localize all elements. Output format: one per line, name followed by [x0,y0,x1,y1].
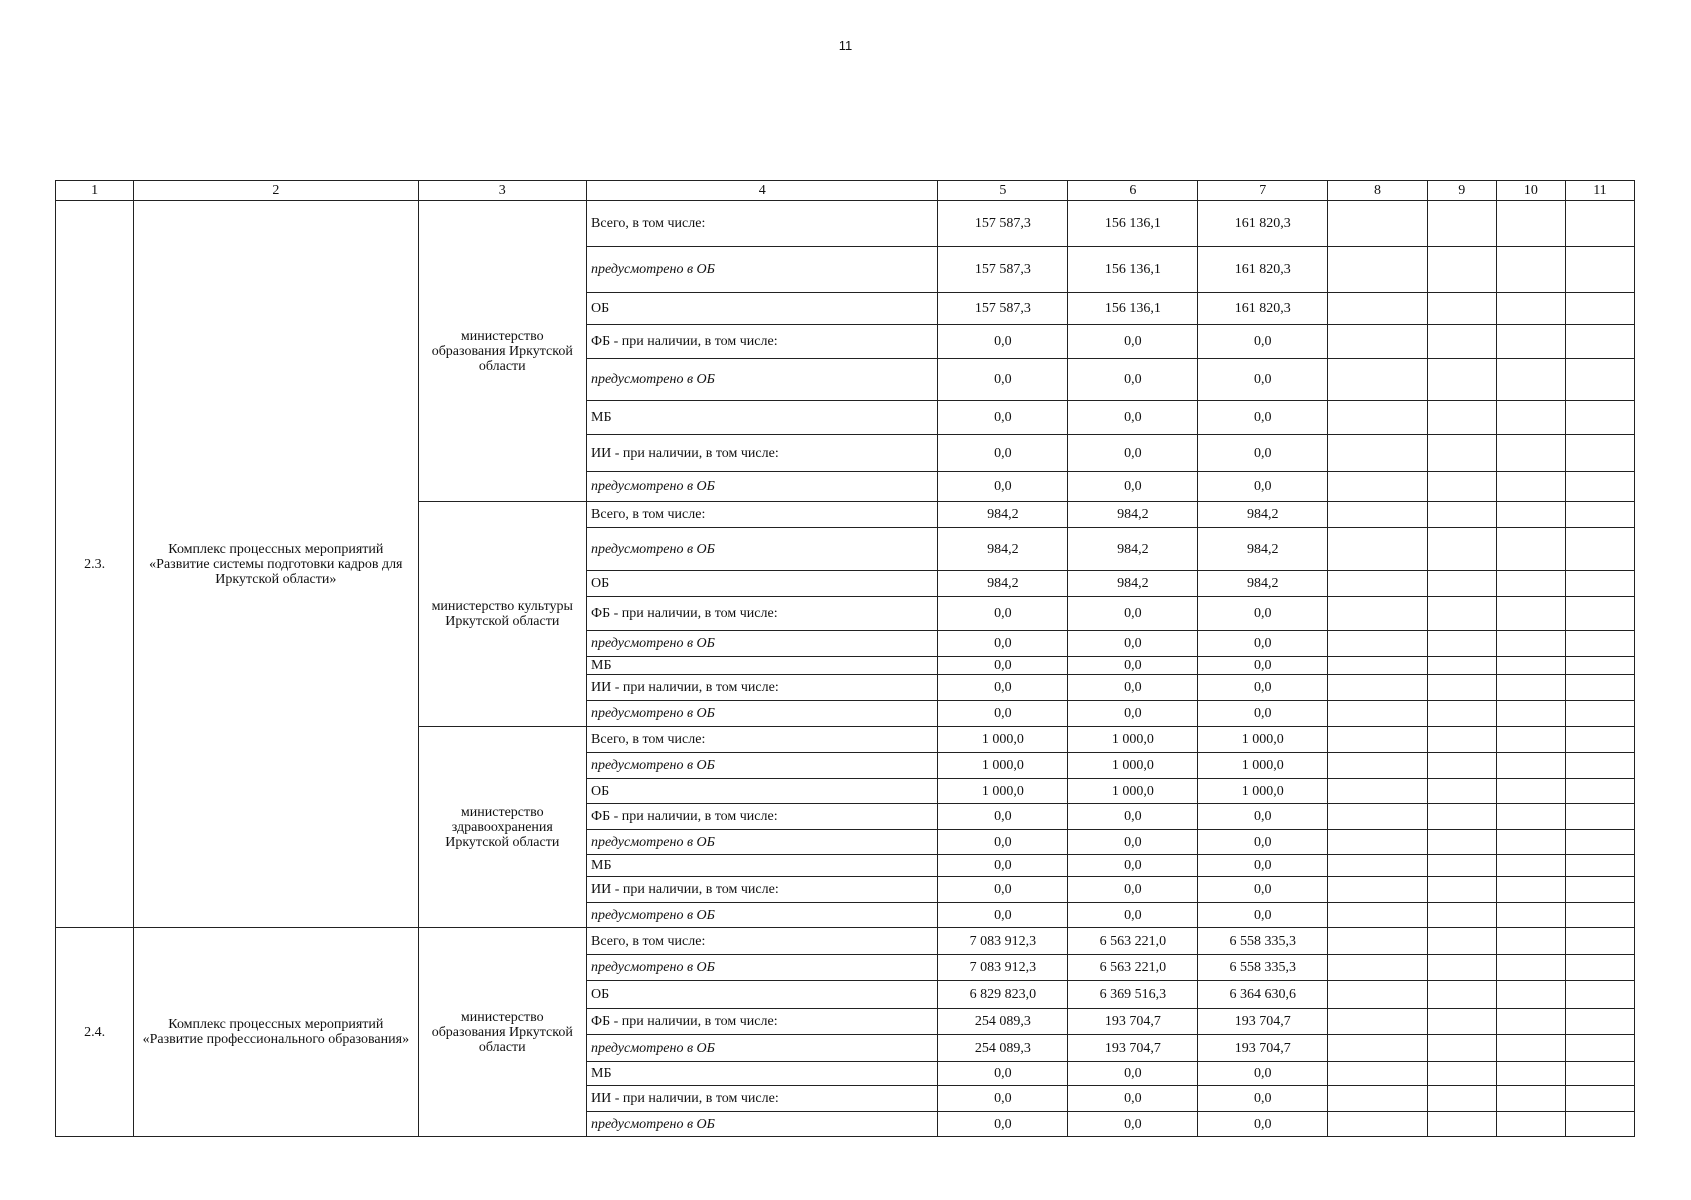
header-cell: 3 [418,181,587,201]
amount-cell-7: 0,0 [1198,855,1328,877]
funding-source-label: предусмотрено в ОБ [587,359,938,401]
empty-cell-11 [1565,571,1634,597]
header-cell: 11 [1565,181,1634,201]
table-row [56,928,1635,955]
amount-cell-5: 0,0 [938,701,1068,727]
funding-source-label: ФБ - при наличии, в том числе: [587,1009,938,1035]
empty-cell-8 [1328,903,1428,928]
empty-cell-9 [1427,631,1496,657]
amount-cell-6: 984,2 [1068,502,1198,528]
amount-cell-7: 0,0 [1198,401,1328,435]
amount-cell-6: 1 000,0 [1068,727,1198,753]
empty-cell-11 [1565,1035,1634,1062]
amount-cell-7: 984,2 [1198,571,1328,597]
header-cell: 10 [1496,181,1565,201]
empty-cell-9 [1427,293,1496,325]
funding-source-label: предусмотрено в ОБ [587,247,938,293]
empty-cell-11 [1565,325,1634,359]
amount-cell-5: 0,0 [938,855,1068,877]
amount-cell-5: 0,0 [938,401,1068,435]
empty-cell-11 [1565,675,1634,701]
funding-source-label: Всего, в том числе: [587,201,938,247]
empty-cell-11 [1565,727,1634,753]
amount-cell-7: 0,0 [1198,359,1328,401]
executor-name: министерство образования Иркутской области [418,928,587,1137]
funding-source-label: ИИ - при наличии, в том числе: [587,1086,938,1112]
empty-cell-10 [1496,830,1565,855]
empty-cell-11 [1565,701,1634,727]
funding-source-label: МБ [587,1062,938,1086]
empty-cell-8 [1328,877,1428,903]
empty-cell-8 [1328,855,1428,877]
amount-cell-7: 0,0 [1198,435,1328,472]
empty-cell-11 [1565,1062,1634,1086]
amount-cell-5: 0,0 [938,804,1068,830]
empty-cell-8 [1328,359,1428,401]
amount-cell-5: 7 083 912,3 [938,955,1068,981]
empty-cell-10 [1496,1009,1565,1035]
empty-cell-11 [1565,657,1634,675]
funding-source-label: МБ [587,855,938,877]
amount-cell-5: 254 089,3 [938,1009,1068,1035]
amount-cell-7: 0,0 [1198,701,1328,727]
amount-cell-6: 1 000,0 [1068,753,1198,779]
funding-source-label: ОБ [587,981,938,1009]
empty-cell-9 [1427,247,1496,293]
empty-cell-11 [1565,472,1634,502]
empty-cell-9 [1427,981,1496,1009]
funding-source-label: Всего, в том числе: [587,727,938,753]
empty-cell-9 [1427,401,1496,435]
empty-cell-8 [1328,830,1428,855]
empty-cell-11 [1565,753,1634,779]
empty-cell-11 [1565,830,1634,855]
amount-cell-6: 984,2 [1068,571,1198,597]
empty-cell-8 [1328,401,1428,435]
empty-cell-10 [1496,597,1565,631]
empty-cell-11 [1565,1009,1634,1035]
amount-cell-7: 0,0 [1198,325,1328,359]
empty-cell-8 [1328,325,1428,359]
empty-cell-10 [1496,472,1565,502]
empty-cell-8 [1328,1062,1428,1086]
header-cell: 7 [1198,181,1328,201]
empty-cell-9 [1427,201,1496,247]
amount-cell-6: 0,0 [1068,472,1198,502]
amount-cell-7: 0,0 [1198,675,1328,701]
amount-cell-7: 0,0 [1198,804,1328,830]
empty-cell-9 [1427,830,1496,855]
funding-source-label: ИИ - при наличии, в том числе: [587,675,938,701]
amount-cell-5: 0,0 [938,1062,1068,1086]
funding-source-label: предусмотрено в ОБ [587,1035,938,1062]
empty-cell-8 [1328,472,1428,502]
section-number: 2.3. [56,201,134,928]
empty-cell-9 [1427,855,1496,877]
amount-cell-6: 0,0 [1068,877,1198,903]
amount-cell-6: 0,0 [1068,325,1198,359]
empty-cell-8 [1328,675,1428,701]
funding-source-label: ОБ [587,571,938,597]
amount-cell-7: 6 558 335,3 [1198,928,1328,955]
empty-cell-10 [1496,571,1565,597]
empty-cell-9 [1427,928,1496,955]
amount-cell-7: 161 820,3 [1198,247,1328,293]
funding-source-label: Всего, в том числе: [587,928,938,955]
empty-cell-10 [1496,903,1565,928]
header-cell: 2 [134,181,418,201]
amount-cell-5: 0,0 [938,435,1068,472]
empty-cell-9 [1427,903,1496,928]
amount-cell-7: 0,0 [1198,472,1328,502]
empty-cell-10 [1496,293,1565,325]
empty-cell-9 [1427,597,1496,631]
empty-cell-10 [1496,401,1565,435]
empty-cell-11 [1565,779,1634,804]
funding-source-label: ФБ - при наличии, в том числе: [587,325,938,359]
amount-cell-5: 0,0 [938,903,1068,928]
empty-cell-9 [1427,701,1496,727]
executor-name: министерство образования Иркутской области [418,201,587,502]
amount-cell-5: 0,0 [938,830,1068,855]
amount-cell-6: 0,0 [1068,631,1198,657]
table-row [56,201,1635,247]
empty-cell-11 [1565,528,1634,571]
funding-source-label: Всего, в том числе: [587,502,938,528]
amount-cell-5: 0,0 [938,1086,1068,1112]
empty-cell-9 [1427,1086,1496,1112]
funding-source-label: предусмотрено в ОБ [587,830,938,855]
amount-cell-6: 0,0 [1068,804,1198,830]
amount-cell-7: 193 704,7 [1198,1035,1328,1062]
amount-cell-7: 0,0 [1198,1062,1328,1086]
section-name: Комплекс процессных мероприятий «Развитие профессионального образования» [134,928,418,1137]
amount-cell-7: 193 704,7 [1198,1009,1328,1035]
empty-cell-8 [1328,1086,1428,1112]
funding-source-label: предусмотрено в ОБ [587,753,938,779]
empty-cell-8 [1328,502,1428,528]
amount-cell-5: 0,0 [938,631,1068,657]
empty-cell-11 [1565,401,1634,435]
empty-cell-10 [1496,855,1565,877]
empty-cell-11 [1565,804,1634,830]
empty-cell-9 [1427,1035,1496,1062]
amount-cell-5: 157 587,3 [938,247,1068,293]
funding-source-label: предусмотрено в ОБ [587,701,938,727]
amount-cell-7: 1 000,0 [1198,753,1328,779]
empty-cell-11 [1565,903,1634,928]
funding-source-label: ФБ - при наличии, в том числе: [587,804,938,830]
empty-cell-8 [1328,657,1428,675]
amount-cell-6: 193 704,7 [1068,1009,1198,1035]
empty-cell-11 [1565,359,1634,401]
empty-cell-9 [1427,657,1496,675]
empty-cell-11 [1565,1112,1634,1137]
empty-cell-8 [1328,779,1428,804]
amount-cell-7: 161 820,3 [1198,293,1328,325]
empty-cell-8 [1328,1035,1428,1062]
amount-cell-5: 0,0 [938,325,1068,359]
executor-name: министерство здравоохранения Иркутской области [418,727,587,928]
amount-cell-6: 193 704,7 [1068,1035,1198,1062]
funding-source-label: ФБ - при наличии, в том числе: [587,597,938,631]
amount-cell-5: 984,2 [938,528,1068,571]
empty-cell-10 [1496,247,1565,293]
empty-cell-8 [1328,928,1428,955]
empty-cell-8 [1328,631,1428,657]
empty-cell-11 [1565,955,1634,981]
funding-source-label: ИИ - при наличии, в том числе: [587,435,938,472]
amount-cell-7: 0,0 [1198,597,1328,631]
empty-cell-10 [1496,727,1565,753]
amount-cell-6: 0,0 [1068,597,1198,631]
amount-cell-5: 0,0 [938,472,1068,502]
amount-cell-6: 984,2 [1068,528,1198,571]
empty-cell-9 [1427,779,1496,804]
amount-cell-5: 0,0 [938,657,1068,675]
amount-cell-7: 0,0 [1198,877,1328,903]
empty-cell-10 [1496,502,1565,528]
empty-cell-9 [1427,753,1496,779]
header-cell: 5 [938,181,1068,201]
funding-source-label: предусмотрено в ОБ [587,631,938,657]
empty-cell-11 [1565,928,1634,955]
empty-cell-10 [1496,1112,1565,1137]
amount-cell-5: 0,0 [938,877,1068,903]
empty-cell-8 [1328,528,1428,571]
empty-cell-10 [1496,1062,1565,1086]
empty-cell-9 [1427,502,1496,528]
empty-cell-10 [1496,528,1565,571]
section-number: 2.4. [56,928,134,1137]
amount-cell-5: 984,2 [938,571,1068,597]
funding-source-label: МБ [587,401,938,435]
amount-cell-6: 0,0 [1068,1086,1198,1112]
empty-cell-10 [1496,1035,1565,1062]
amount-cell-7: 0,0 [1198,657,1328,675]
empty-cell-10 [1496,201,1565,247]
amount-cell-7: 0,0 [1198,1086,1328,1112]
amount-cell-6: 0,0 [1068,830,1198,855]
empty-cell-10 [1496,701,1565,727]
empty-cell-10 [1496,675,1565,701]
empty-cell-9 [1427,472,1496,502]
empty-cell-8 [1328,701,1428,727]
amount-cell-6: 0,0 [1068,657,1198,675]
amount-cell-7: 1 000,0 [1198,779,1328,804]
amount-cell-6: 0,0 [1068,401,1198,435]
empty-cell-8 [1328,201,1428,247]
amount-cell-5: 0,0 [938,597,1068,631]
amount-cell-6: 6 369 516,3 [1068,981,1198,1009]
amount-cell-7: 984,2 [1198,528,1328,571]
empty-cell-10 [1496,435,1565,472]
empty-cell-9 [1427,877,1496,903]
amount-cell-6: 6 563 221,0 [1068,928,1198,955]
empty-cell-9 [1427,435,1496,472]
header-cell: 8 [1328,181,1428,201]
amount-cell-5: 254 089,3 [938,1035,1068,1062]
empty-cell-11 [1565,597,1634,631]
header-cell: 6 [1068,181,1198,201]
amount-cell-6: 0,0 [1068,675,1198,701]
empty-cell-8 [1328,597,1428,631]
empty-cell-10 [1496,631,1565,657]
empty-cell-9 [1427,675,1496,701]
empty-cell-9 [1427,359,1496,401]
amount-cell-7: 0,0 [1198,631,1328,657]
empty-cell-9 [1427,528,1496,571]
amount-cell-6: 0,0 [1068,359,1198,401]
amount-cell-7: 161 820,3 [1198,201,1328,247]
empty-cell-11 [1565,435,1634,472]
amount-cell-5: 6 829 823,0 [938,981,1068,1009]
funding-source-label: МБ [587,657,938,675]
table-body [56,201,1635,1137]
funding-source-label: предусмотрено в ОБ [587,955,938,981]
empty-cell-9 [1427,1009,1496,1035]
empty-cell-9 [1427,571,1496,597]
funding-source-label: предусмотрено в ОБ [587,1112,938,1137]
empty-cell-11 [1565,293,1634,325]
empty-cell-8 [1328,1112,1428,1137]
empty-cell-8 [1328,571,1428,597]
empty-cell-10 [1496,359,1565,401]
amount-cell-5: 1 000,0 [938,727,1068,753]
empty-cell-9 [1427,1062,1496,1086]
empty-cell-8 [1328,981,1428,1009]
funding-source-label: ОБ [587,779,938,804]
empty-cell-9 [1427,955,1496,981]
budget-table [55,180,1635,1137]
amount-cell-6: 6 563 221,0 [1068,955,1198,981]
amount-cell-6: 156 136,1 [1068,247,1198,293]
amount-cell-7: 1 000,0 [1198,727,1328,753]
empty-cell-10 [1496,325,1565,359]
amount-cell-6: 156 136,1 [1068,293,1198,325]
amount-cell-7: 6 364 630,6 [1198,981,1328,1009]
empty-cell-10 [1496,981,1565,1009]
empty-cell-10 [1496,1086,1565,1112]
amount-cell-5: 1 000,0 [938,779,1068,804]
empty-cell-11 [1565,877,1634,903]
empty-cell-8 [1328,727,1428,753]
empty-cell-8 [1328,247,1428,293]
empty-cell-10 [1496,804,1565,830]
empty-cell-11 [1565,981,1634,1009]
empty-cell-8 [1328,435,1428,472]
empty-cell-9 [1427,325,1496,359]
empty-cell-10 [1496,753,1565,779]
header-cell: 4 [587,181,938,201]
section-name: Комплекс процессных мероприятий «Развитие системы подготовки кадров для Иркутской области» [134,201,418,928]
amount-cell-5: 0,0 [938,675,1068,701]
empty-cell-11 [1565,201,1634,247]
empty-cell-10 [1496,877,1565,903]
empty-cell-10 [1496,779,1565,804]
empty-cell-8 [1328,293,1428,325]
empty-cell-9 [1427,1112,1496,1137]
empty-cell-9 [1427,804,1496,830]
empty-cell-9 [1427,727,1496,753]
amount-cell-6: 0,0 [1068,855,1198,877]
amount-cell-7: 0,0 [1198,830,1328,855]
amount-cell-7: 6 558 335,3 [1198,955,1328,981]
amount-cell-6: 0,0 [1068,435,1198,472]
amount-cell-6: 0,0 [1068,1112,1198,1137]
amount-cell-5: 0,0 [938,359,1068,401]
funding-source-label: предусмотрено в ОБ [587,472,938,502]
empty-cell-11 [1565,855,1634,877]
empty-cell-11 [1565,502,1634,528]
amount-cell-7: 984,2 [1198,502,1328,528]
empty-cell-10 [1496,955,1565,981]
funding-source-label: предусмотрено в ОБ [587,903,938,928]
empty-cell-11 [1565,247,1634,293]
amount-cell-5: 7 083 912,3 [938,928,1068,955]
amount-cell-6: 1 000,0 [1068,779,1198,804]
empty-cell-8 [1328,955,1428,981]
amount-cell-6: 0,0 [1068,701,1198,727]
empty-cell-10 [1496,928,1565,955]
funding-source-label: ИИ - при наличии, в том числе: [587,877,938,903]
funding-source-label: предусмотрено в ОБ [587,528,938,571]
amount-cell-5: 157 587,3 [938,293,1068,325]
amount-cell-5: 984,2 [938,502,1068,528]
amount-cell-6: 156 136,1 [1068,201,1198,247]
amount-cell-7: 0,0 [1198,903,1328,928]
header-row [56,181,1635,201]
amount-cell-7: 0,0 [1198,1112,1328,1137]
executor-name: министерство культуры Иркутской области [418,502,587,727]
empty-cell-10 [1496,657,1565,675]
header-cell: 9 [1427,181,1496,201]
header-cell: 1 [56,181,134,201]
amount-cell-6: 0,0 [1068,1062,1198,1086]
empty-cell-8 [1328,1009,1428,1035]
empty-cell-11 [1565,1086,1634,1112]
empty-cell-11 [1565,631,1634,657]
amount-cell-5: 0,0 [938,1112,1068,1137]
empty-cell-8 [1328,753,1428,779]
page-number: 11 [838,38,853,53]
amount-cell-5: 1 000,0 [938,753,1068,779]
funding-source-label: ОБ [587,293,938,325]
amount-cell-5: 157 587,3 [938,201,1068,247]
amount-cell-6: 0,0 [1068,903,1198,928]
empty-cell-8 [1328,804,1428,830]
